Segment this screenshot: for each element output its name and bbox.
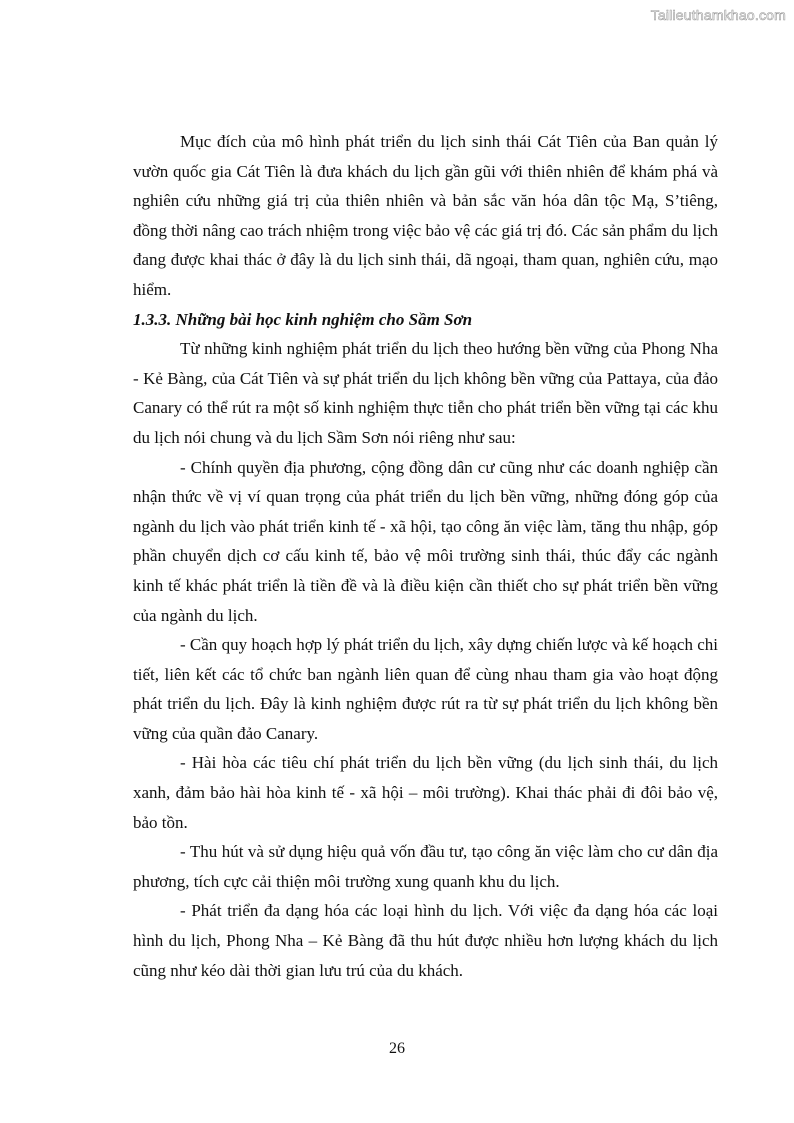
document-body xyxy=(133,127,718,985)
paragraph-lesson-diversification: - Phát triển đa dạng hóa các loại hình du lịch. Với việc đa dạng hóa các loại hình du lịch, Phong Nha – Kẻ Bàng đã thu hút được nhiều hơn lượng khách du lịch cũng như kéo dài thời gian lưu trú của du khách. xyxy=(133,901,718,980)
watermark-text: Tailieuthamkhao.com xyxy=(650,7,786,23)
paragraph-lessons-intro: Từ những kinh nghiệm phát triển du lịch theo hướng bền vững của Phong Nha - Kẻ Bàng, của Cát Tiên và sự phát triển du lịch không bền vững của Pattaya, của đảo Canary có thể rút ra một số kinh nghiệm thực tiễn cho phát triển bền vững tại các khu du lịch nói chung và du lịch Sầm Sơn nói riêng như sau: xyxy=(133,339,718,447)
paragraph-lesson-harmony: - Hài hòa các tiêu chí phát triển du lịch bền vững (du lịch sinh thái, du lịch xanh, đảm bảo hài hòa kinh tế - xã hội – môi trường). Khai thác phải đi đôi bảo vệ, bảo tồn. xyxy=(133,753,718,832)
page-number: 26 xyxy=(389,1040,405,1057)
paragraph-cat-tien-purpose: Mục đích của mô hình phát triển du lịch sinh thái Cát Tiên của Ban quản lý vườn quốc gia Cát Tiên là đưa khách du lịch gần gũi với thiên nhiên để khám phá và nghiên cứu những giá trị của thiên nhiên và bản sắc văn hóa dân tộc Mạ, S’tiêng, đồng thời nâng cao trách nhiệm trong việc bảo vệ các giá trị đó. Các sản phẩm du lịch đang được khai thác ở đây là du lịch sinh thái, dã ngoại, tham quan, nghiên cứu, mạo hiểm. xyxy=(133,132,718,299)
paragraph-lesson-investment: - Thu hút và sử dụng hiệu quả vốn đầu tư, tạo công ăn việc làm cho cư dân địa phương, tích cực cải thiện môi trường xung quanh khu du lịch. xyxy=(133,842,718,891)
paragraph-lesson-planning: - Cần quy hoạch hợp lý phát triển du lịch, xây dựng chiến lược và kế hoạch chi tiết, liên kết các tổ chức ban ngành liên quan để cùng nhau tham gia vào hoạt động phát triển du lịch. Đây là kinh nghiệm được rút ra từ sự phát triển du lịch không bền vững của quần đảo Canary. xyxy=(133,635,718,743)
section-heading: 1.3.3. Những bài học kinh nghiệm cho Sầm Sơn xyxy=(133,309,473,329)
paragraph-lesson-awareness: - Chính quyền địa phương, cộng đồng dân cư cũng như các doanh nghiệp cần nhận thức về vị ví quan trọng của phát triển du lịch bền vững, những đóng góp của ngành du lịch vào phát triển kinh tế - xã hội, tạo công ăn việc làm, tăng thu nhập, góp phần chuyển dịch cơ cấu kinh tế, bảo vệ môi trường sinh thái, thúc đẩy các ngành kinh tế khác phát triển là tiền đề và là điều kiện cần thiết cho sự phát triển bền vững của ngành du lịch. xyxy=(133,457,718,625)
